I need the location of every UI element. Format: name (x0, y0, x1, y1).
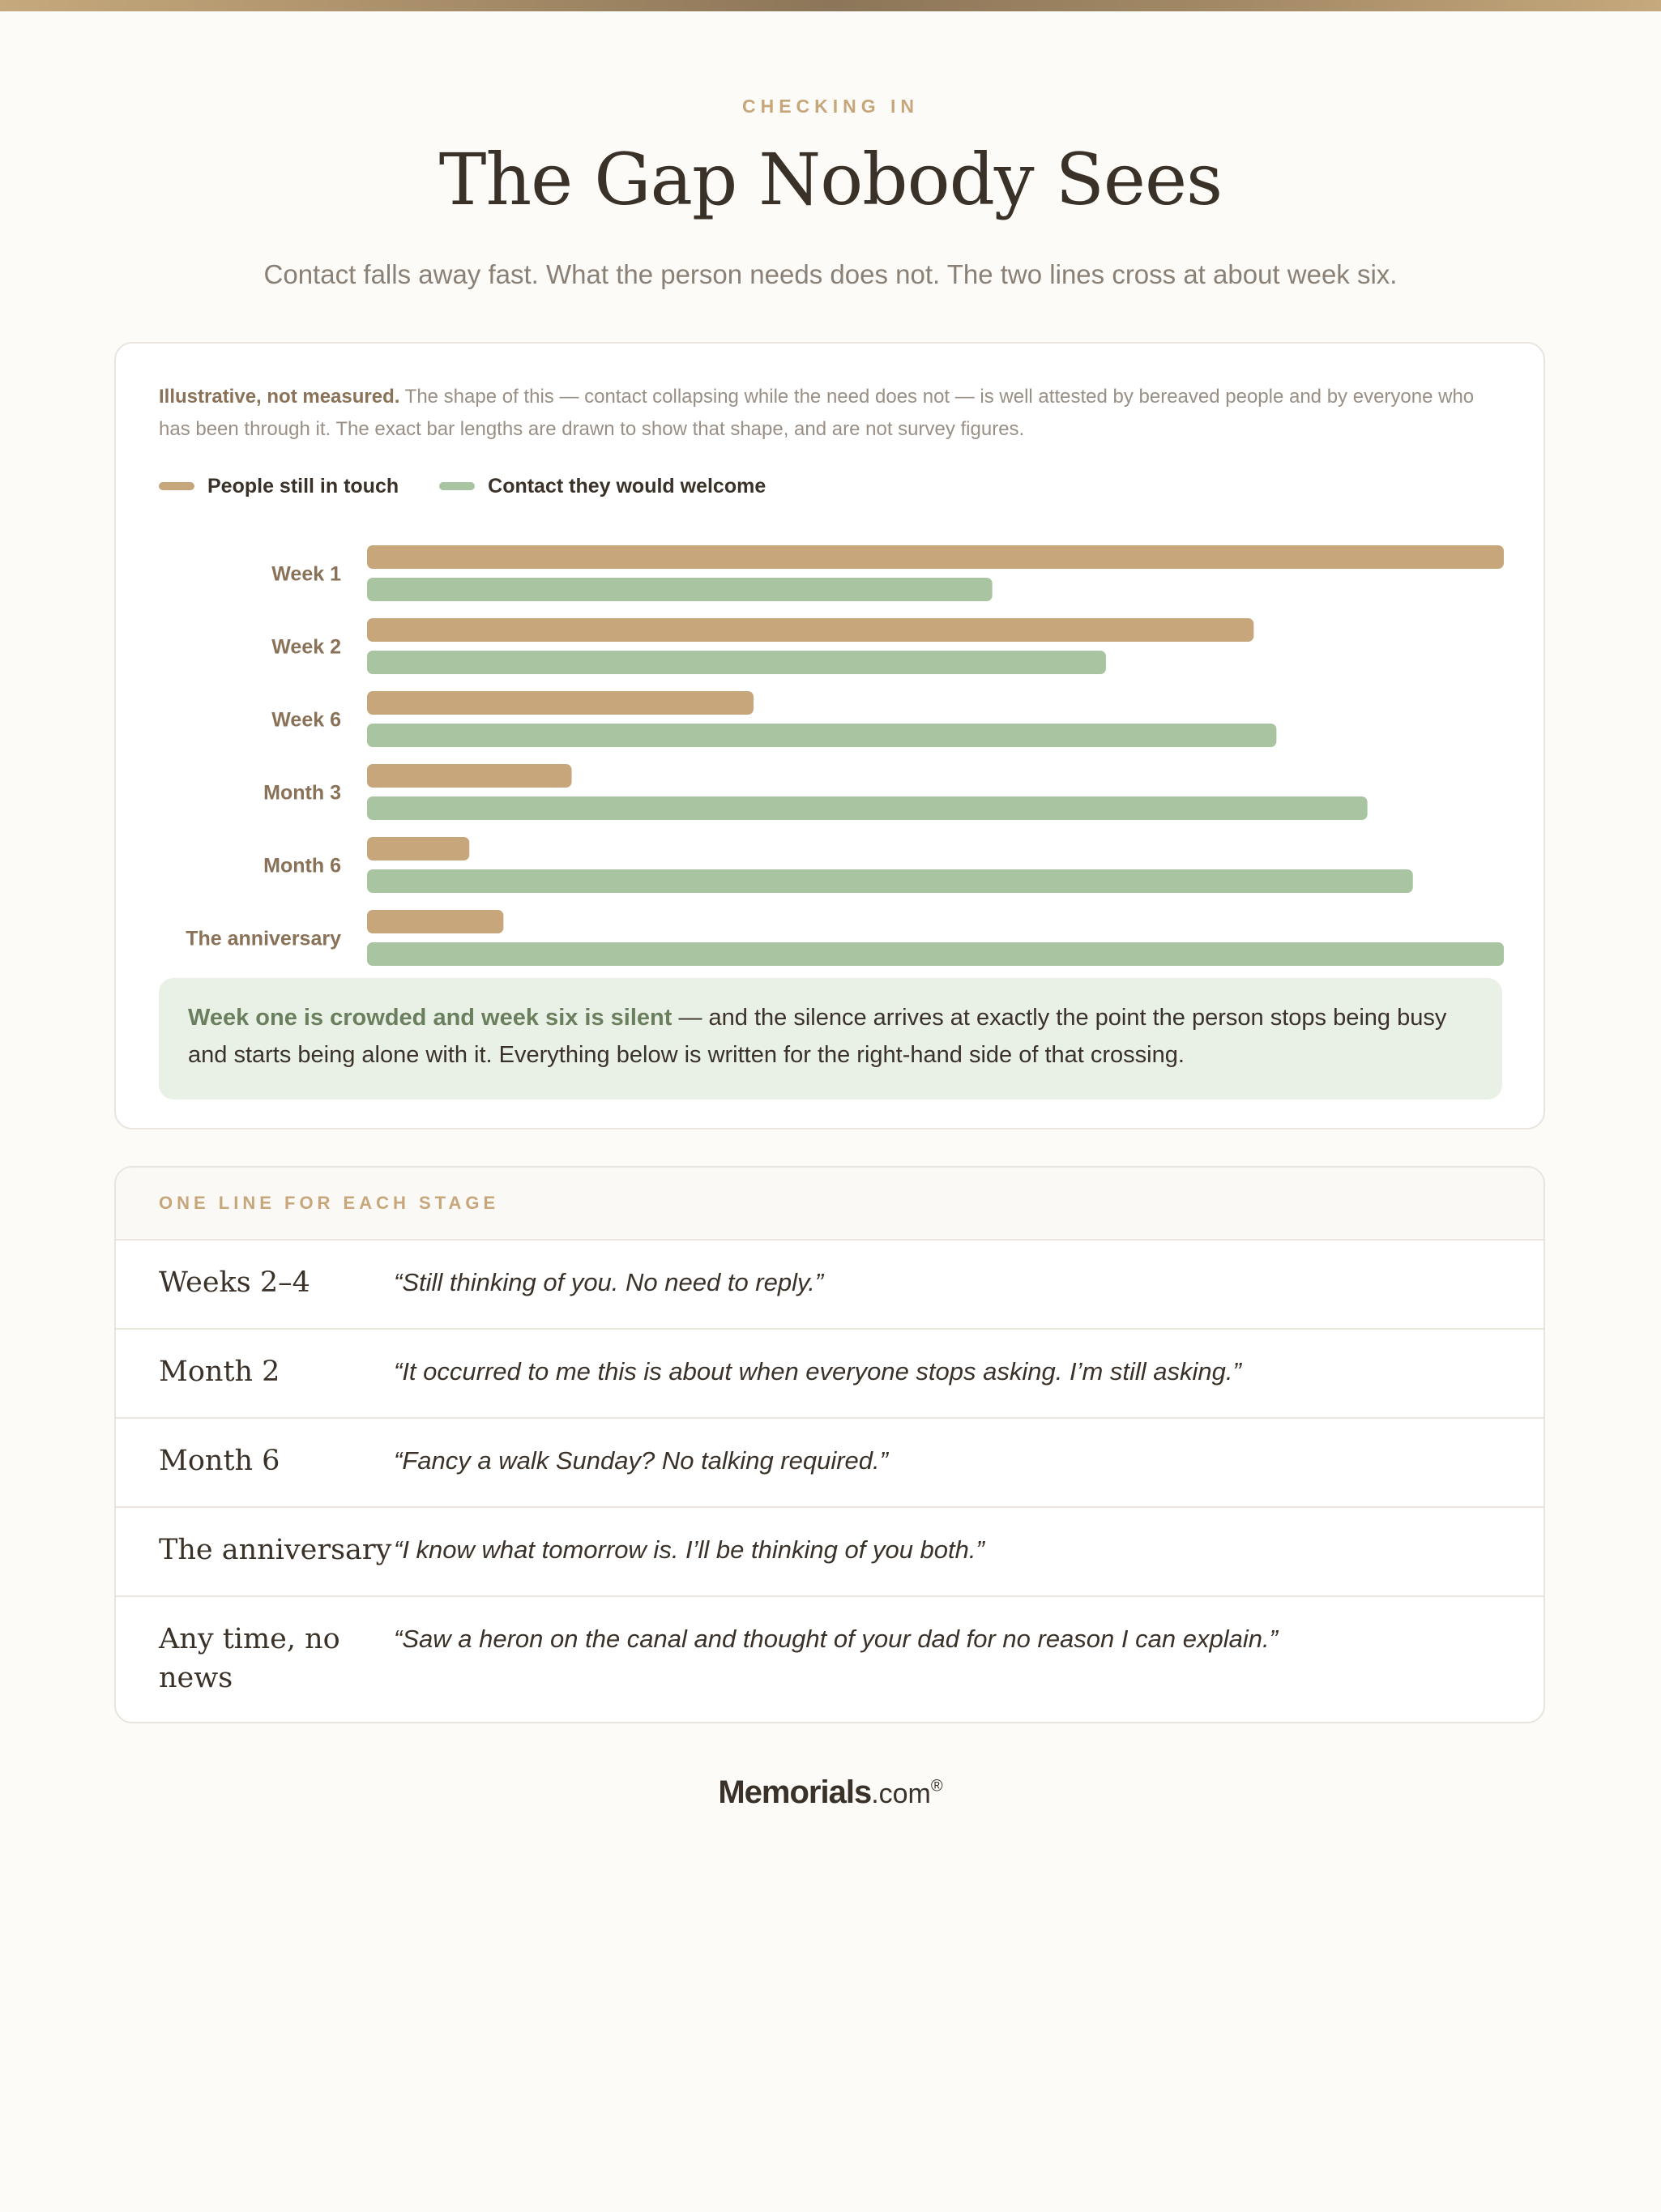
bar-people-in-touch (367, 764, 572, 788)
stage-line: “Fancy a walk Sunday? No talking required.” (394, 1446, 888, 1475)
category-label: Week 6 (271, 708, 341, 732)
bar-people-in-touch (367, 618, 1253, 642)
category-label: Week 1 (271, 562, 341, 586)
legend-label-contact: People still in touch (207, 474, 399, 497)
stage-label: The anniversary (159, 1534, 392, 1566)
eyebrow: CHECKING IN (741, 96, 920, 117)
note-text: The shape of this — contact collapsing while the need does not — is well attested by bereaved people and by everyone who has been through it. The exact bar lengths are drawn to show that shape, and are not survey figures. (159, 386, 1475, 440)
legend-label-need: Contact they would welcome (488, 474, 766, 497)
memorials-logo[interactable] (0, 1774, 1661, 1811)
stage-label: Month 2 (159, 1356, 280, 1388)
legend-swatch-need (439, 482, 475, 490)
page-subtitle: Contact falls away fast. What the person needs does not. The two lines cross at about week six. (263, 259, 1398, 289)
stage-row (116, 1241, 1544, 1330)
bar-people-in-touch (367, 910, 503, 933)
logo-registered-mark: ® (930, 1777, 943, 1796)
stage-label: Any time, no news (159, 1623, 340, 1694)
bar-contact-welcome (367, 942, 1504, 966)
bar-chart (116, 522, 1544, 976)
bar-people-in-touch (367, 545, 1504, 569)
bar-contact-welcome (367, 796, 1368, 820)
note-bold: Illustrative, not measured. (159, 386, 400, 408)
stage-label: Month 6 (159, 1445, 280, 1477)
top-accent-bar (0, 0, 1661, 11)
callout-bold: Week one is crowded and week six is silent (188, 1005, 673, 1031)
stage-row (116, 1508, 1544, 1597)
bar-contact-welcome (367, 578, 993, 601)
logo-brand: Memorials (718, 1774, 872, 1810)
legend-swatch-contact (159, 482, 194, 490)
legend-item-need (439, 475, 766, 498)
bar-contact-welcome (367, 651, 1106, 674)
category-label: Week 2 (271, 635, 341, 659)
bar-people-in-touch (367, 837, 469, 860)
category-label: The anniversary (186, 927, 341, 950)
illustrative-note (159, 381, 1504, 446)
chart-card (114, 342, 1545, 1129)
chart-legend (159, 470, 806, 502)
stage-line: “Still thinking of you. No need to reply.” (394, 1268, 824, 1296)
bar-people-in-touch (367, 691, 754, 715)
stage-row (116, 1597, 1544, 1719)
bar-contact-welcome (367, 869, 1413, 893)
logo-tld: .com (871, 1779, 931, 1809)
category-label: Month 3 (263, 781, 341, 805)
stage-line: “I know what tomorrow is. I’ll be thinking of you both.” (394, 1535, 984, 1564)
callout (159, 978, 1502, 1100)
callout-text: — and the silence arrives at exactly the point the person stops being busy and starts being alone with it. Everything below is written for the right-hand side of that crossing. (188, 1005, 1447, 1068)
bar-contact-welcome (367, 724, 1276, 747)
stage-lines-card (114, 1166, 1545, 1723)
page-title: The Gap Nobody Sees (438, 138, 1223, 221)
stage-line: “It occurred to me this is about when everyone stops asking. I’m still asking.” (394, 1357, 1241, 1386)
stage-label: Weeks 2–4 (159, 1266, 310, 1299)
stage-row (116, 1419, 1544, 1508)
stage-row (116, 1330, 1544, 1419)
category-label: Month 6 (263, 854, 341, 878)
legend-item-contact (159, 475, 399, 498)
stage-line: “Saw a heron on the canal and thought of your dad for no reason I can explain.” (394, 1625, 1278, 1653)
stage-lines-heading: ONE LINE FOR EACH STAGE (116, 1168, 1544, 1241)
